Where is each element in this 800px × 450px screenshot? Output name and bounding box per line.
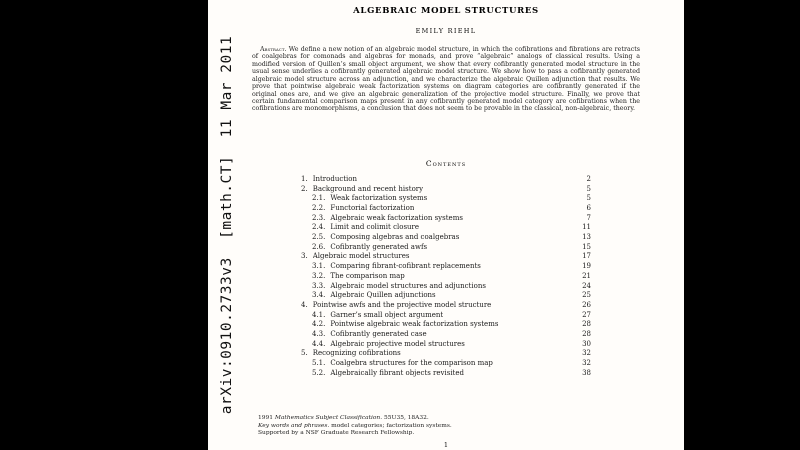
paper-title: ALGEBRAIC MODEL STRUCTURES bbox=[353, 6, 539, 16]
toc-row bbox=[301, 262, 591, 272]
footnote-support: Supported by a NSF Graduate Research Fellowship. bbox=[258, 430, 415, 437]
toc-row bbox=[301, 349, 591, 359]
footnotes bbox=[252, 415, 642, 438]
toc-page-number: 25 bbox=[582, 291, 591, 300]
toc-page-number: 26 bbox=[582, 300, 591, 309]
toc-row bbox=[301, 204, 591, 214]
toc-row bbox=[301, 359, 591, 369]
toc-number: 2.5. bbox=[312, 233, 326, 242]
toc-page-number: 15 bbox=[582, 242, 591, 251]
toc-row bbox=[301, 252, 591, 262]
footnote-keywords bbox=[252, 423, 642, 431]
toc-label: Algebraic model structures and adjunctions bbox=[330, 281, 486, 290]
toc-label: Algebraic model structures bbox=[312, 252, 410, 261]
toc-row bbox=[301, 214, 591, 224]
toc-label: Pointwise awfs and the projective model structure bbox=[312, 300, 492, 309]
abstract-text: We define a new notion of an algebraic model structure, in which the cofibrations and fibrations are retracts of coalgebras for comonads and algebras for monads, and prove “algebraic” analogs of classical results. Using a modified version of Quillen’s small object argument, we show that every cofibrantly generated model structure in the usual sense underlies a cofibrantly generated algebraic model structure. We show how to pass a cofibrantly generated algebraic model structure across an adjunction, and we characterize the algebraic Quillen adjunction that results. We prove that pointwise algebraic weak factorization systems on diagram categories are cofibrantly generated if the original ones are, and we give an algebraic generalization of the projective model structure. Finally, we prove that certain fundamental comparison maps present in any cofibrantly generated model category are cofibrations when the cofibrations are monomorphisms, a conclusion that does not seem to be provable in the classical, non-algebraic, theory. bbox=[252, 46, 640, 113]
toc-row bbox=[301, 282, 591, 292]
toc-page-number: 24 bbox=[582, 281, 591, 290]
paper-author: EMILY RIEHL bbox=[415, 27, 477, 35]
table-of-contents bbox=[301, 175, 591, 379]
toc-row bbox=[301, 194, 591, 204]
toc-page-number: 19 bbox=[582, 262, 591, 271]
arxiv-stamp: arXiv:0910.2733v3 [math.CT] 11 Mar 2011 bbox=[219, 35, 235, 415]
toc-number: 2. bbox=[301, 184, 308, 193]
toc-label: Algebraic projective model structures bbox=[330, 339, 465, 348]
toc-number: 1. bbox=[301, 174, 308, 183]
toc-number: 3.1. bbox=[312, 262, 326, 271]
toc-number: 3.3. bbox=[312, 281, 326, 290]
toc-label: Introduction bbox=[312, 174, 358, 183]
paper-page bbox=[208, 0, 684, 450]
toc-page-number: 27 bbox=[582, 310, 591, 319]
toc-label: Coalgebra structures for the comparison map bbox=[330, 359, 493, 368]
toc-row bbox=[301, 233, 591, 243]
toc-number: 3. bbox=[301, 252, 308, 261]
toc-page-number: 5 bbox=[586, 184, 591, 193]
toc-number: 5. bbox=[301, 349, 308, 358]
toc-row bbox=[301, 311, 591, 321]
toc-label: Weak factorization systems bbox=[330, 194, 428, 203]
footnote-classification-codes: 55U35, 18A32. bbox=[382, 414, 429, 421]
toc-number: 2.6. bbox=[312, 242, 326, 251]
toc-row bbox=[301, 185, 591, 195]
footnote-classification-label: Mathematics Subject Classification. bbox=[274, 414, 383, 421]
footnote-keywords-text: model categories; factorization systems. bbox=[329, 422, 452, 429]
toc-label: Functorial factorization bbox=[330, 203, 415, 212]
footnote-year: 1991 bbox=[258, 414, 275, 421]
toc-label: Algebraic Quillen adjunctions bbox=[330, 291, 436, 300]
toc-number: 5.2. bbox=[312, 368, 326, 377]
toc-label: Recognizing cofibrations bbox=[312, 349, 401, 358]
toc-label: Algebraic weak factorization systems bbox=[330, 213, 463, 222]
abstract-label: Abstract. bbox=[260, 46, 287, 53]
toc-page-number: 32 bbox=[582, 349, 591, 358]
toc-number: 2.3. bbox=[312, 213, 326, 222]
toc-page-number: 11 bbox=[582, 223, 591, 232]
toc-page-number: 38 bbox=[582, 368, 591, 377]
toc-number: 2.1. bbox=[312, 194, 326, 203]
toc-label: The comparison map bbox=[330, 271, 405, 280]
toc-label: Comparing fibrant-cofibrant replacements bbox=[330, 262, 481, 271]
toc-label: Pointwise algebraic weak factorization systems bbox=[330, 320, 499, 329]
toc-page-number: 7 bbox=[586, 213, 591, 222]
toc-number: 2.2. bbox=[312, 203, 326, 212]
contents-heading: Contents bbox=[425, 158, 467, 168]
toc-row bbox=[301, 330, 591, 340]
toc-label: Cofibrantly generated case bbox=[330, 330, 427, 339]
toc-page-number: 17 bbox=[582, 252, 591, 261]
toc-number: 4.3. bbox=[312, 330, 326, 339]
toc-number: 5.1. bbox=[312, 359, 326, 368]
toc-page-number: 13 bbox=[582, 233, 591, 242]
footnote-classification bbox=[252, 415, 642, 423]
toc-label: Composing algebras and coalgebras bbox=[330, 233, 460, 242]
toc-page-number: 28 bbox=[582, 320, 591, 329]
toc-row bbox=[301, 291, 591, 301]
toc-label: Limit and colimit closure bbox=[330, 223, 420, 232]
toc-number: 3.2. bbox=[312, 271, 326, 280]
toc-number: 2.4. bbox=[312, 223, 326, 232]
toc-page-number: 32 bbox=[582, 359, 591, 368]
toc-row bbox=[301, 340, 591, 350]
toc-number: 4.2. bbox=[312, 320, 326, 329]
toc-row bbox=[301, 301, 591, 311]
toc-label: Cofibrantly generated awfs bbox=[330, 242, 428, 251]
toc-page-number: 21 bbox=[582, 271, 591, 280]
toc-label: Garner’s small object argument bbox=[330, 310, 444, 319]
toc-number: 3.4. bbox=[312, 291, 326, 300]
abstract bbox=[252, 46, 640, 113]
toc-number: 4.1. bbox=[312, 310, 326, 319]
toc-row bbox=[301, 369, 591, 379]
toc-page-number: 6 bbox=[586, 203, 591, 212]
toc-label: Background and recent history bbox=[312, 184, 424, 193]
toc-row bbox=[301, 320, 591, 330]
toc-row bbox=[301, 223, 591, 233]
toc-page-number: 30 bbox=[582, 339, 591, 348]
toc-label: Algebraically fibrant objects revisited bbox=[330, 368, 464, 377]
footnote-keywords-label: Key words and phrases. bbox=[258, 422, 330, 429]
toc-page-number: 2 bbox=[586, 174, 591, 183]
toc-row bbox=[301, 243, 591, 253]
toc-page-number: 5 bbox=[586, 194, 591, 203]
toc-number: 4.4. bbox=[312, 339, 326, 348]
toc-number: 4. bbox=[301, 300, 308, 309]
toc-row bbox=[301, 175, 591, 185]
toc-page-number: 28 bbox=[582, 330, 591, 339]
toc-row bbox=[301, 272, 591, 282]
page-number: 1 bbox=[443, 441, 449, 449]
